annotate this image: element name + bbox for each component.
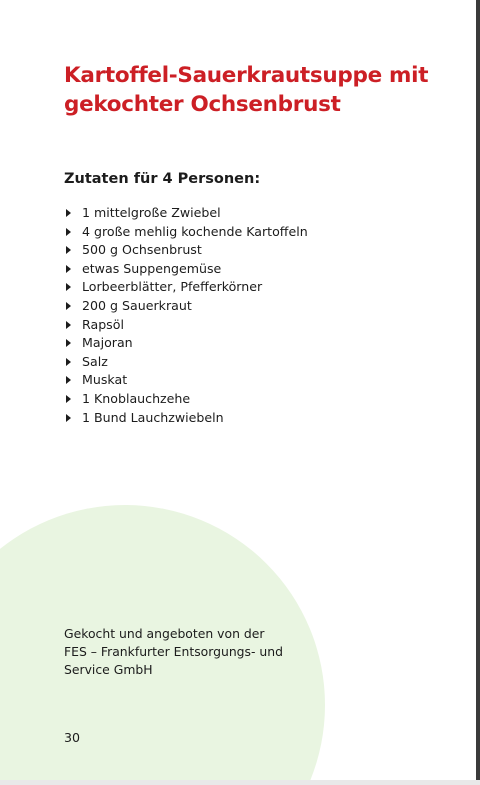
triangle-bullet-icon (66, 228, 71, 236)
ingredient-item (64, 223, 308, 242)
ingredient-item (64, 204, 308, 223)
ingredient-text: 500 g Ochsenbrust (82, 242, 202, 258)
ingredient-item (64, 353, 308, 372)
ingredient-item (64, 316, 308, 335)
ingredient-list (64, 204, 308, 427)
recipe-title (64, 61, 428, 119)
ingredient-text: Salz (82, 353, 108, 369)
ingredient-item (64, 297, 308, 316)
triangle-bullet-icon (66, 339, 71, 347)
recipe-title-line-1: Kartoffel-Sauerkrautsuppe mit (64, 63, 429, 88)
ingredient-text: 1 mittelgroße Zwiebel (82, 205, 221, 220)
triangle-bullet-icon (66, 395, 71, 403)
ingredient-text: Rapsöl (82, 316, 124, 332)
triangle-bullet-icon (66, 376, 71, 384)
ingredient-item (64, 334, 308, 353)
credit-line-2: FES – Frankfurter Entsorgungs- und (64, 644, 283, 659)
ingredient-text: 4 große mehlig kochende Kartoffeln (82, 223, 308, 239)
page-number: 30 (64, 730, 81, 745)
servings-heading: Zutaten für 4 Personen: (64, 171, 261, 187)
triangle-bullet-icon (66, 302, 71, 310)
ingredient-item (64, 409, 308, 428)
ingredient-item (64, 371, 308, 390)
ingredient-text: etwas Suppengemüse (82, 260, 222, 276)
credit-text (64, 625, 283, 679)
triangle-bullet-icon (66, 246, 71, 254)
ingredient-text: 1 Knoblauchzehe (82, 390, 191, 406)
ingredient-item (64, 260, 308, 279)
triangle-bullet-icon (66, 358, 71, 366)
ingredient-item (64, 241, 308, 260)
page-bottom-edge (0, 780, 480, 785)
credit-line-1: Gekocht und angeboten von der (64, 626, 265, 641)
triangle-bullet-icon (66, 265, 71, 273)
triangle-bullet-icon (66, 283, 71, 291)
ingredient-item (64, 390, 308, 409)
ingredient-text: Majoran (82, 335, 133, 351)
credit-line-3: Service GmbH (64, 662, 153, 677)
triangle-bullet-icon (66, 209, 71, 217)
ingredient-item (64, 278, 308, 297)
ingredient-text: Lorbeerblätter, Pfefferkörner (82, 279, 263, 295)
ingredient-text: 1 Bund Lauchzwiebeln (82, 409, 224, 425)
recipe-title-line-2: gekochter Ochsenbrust (64, 92, 341, 117)
ingredient-text: 200 g Sauerkraut (82, 297, 192, 313)
page-edge-shadow (476, 0, 480, 785)
triangle-bullet-icon (66, 414, 71, 422)
triangle-bullet-icon (66, 321, 71, 329)
ingredient-text: Muskat (82, 372, 128, 388)
